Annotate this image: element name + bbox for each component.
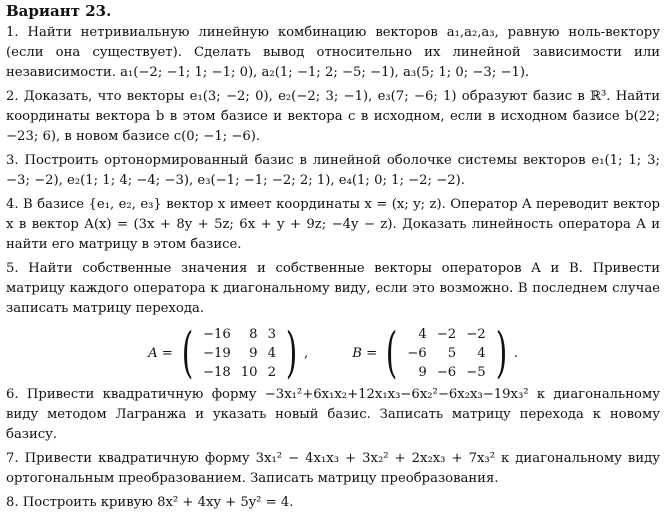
right-paren-icon: ): [285, 321, 298, 384]
matrix-cell: 8: [249, 326, 258, 342]
matrix-row: [198, 325, 281, 344]
problem-7: 7. Привести квадратичную форму 3x₁² − 4x₁x₃ + 3x₂² + 2x₂x₃ + 7x₃² к диагональному виду ортогональным преобразованием. Записать матрицу преобразования.: [6, 451, 660, 486]
problem-6: 6. Привести квадратичную форму −3x₁²+6x₁x₂+12x₁x₃−6x₂²−6x₂x₃−19x₃² к диагональному виду методом Лагранжа и указать новый базис. Записать матрицу перехода к новому базису.: [6, 387, 660, 442]
matrix-cell: 4: [267, 345, 276, 361]
matrix-row: [402, 344, 490, 363]
matrix-b-table: [402, 325, 490, 382]
matrix-cell: 10: [240, 364, 258, 380]
matrices-row: [6, 323, 660, 383]
matrix-cell: −6: [436, 364, 457, 380]
matrix-b-name: B =: [352, 345, 378, 361]
problem-3: 3. Построить ортонормированный базис в линейной оболочке системы векторов e₁(1; 1; 3; −3; −2), e₂(1; 1; 4; −4; −3), e₃(−1; −1; −2; 2; 1), e₄(1; 0; 1; −2; −2).: [6, 153, 660, 188]
matrix-cell: −18: [202, 364, 231, 380]
problem-2: 2. Доказать, что векторы e₁(3; −2; 0), e₂(−2; 3; −1), e₃(7; −6; 1) образуют базис в ℝ³. Найти координаты вектора b в этом базисе и вектора c в исходном, если в исходном базисе b(22; −23; 6), в новом базисе c(0; −1; −6).: [6, 89, 660, 144]
problem-1: 1. Найти нетривиальную линейную комбинацию векторов a₁,a₂,a₃, равную ноль-вектору (если она существует). Сделать вывод относительно их линейной зависимости или независимости. a₁(−2; −1; 1; −1; 0), a₂(1; −1; 2; −5; −1), a₃(5; 1; 0; −3; −1).: [6, 25, 660, 80]
matrix-b: [352, 321, 518, 384]
matrix-cell: −6: [407, 345, 427, 361]
matrix-row: [402, 363, 490, 382]
matrix-a-table: [198, 325, 281, 382]
matrix-cell: 5: [447, 345, 457, 361]
problem-8: 8. Построить кривую 8x² + 4xy + 5y² = 4.: [6, 495, 294, 510]
matrix-cell: −2: [466, 326, 486, 342]
matrix-a-name: A =: [148, 345, 173, 361]
matrix-a-punct: ,: [304, 345, 309, 361]
matrix-cell: 3: [267, 326, 276, 342]
matrix-cell: −19: [202, 345, 231, 361]
matrix-cell: 9: [418, 364, 427, 380]
matrix-cell: 4: [477, 345, 486, 361]
matrix-row: [198, 344, 281, 363]
matrix-a: [148, 321, 309, 384]
problem-4: 4. В базисе {e₁, e₂, e₃} вектор x имеет координаты x = (x; y; z). Оператор A переводит вектор x в вектор A(x) = (3x + 8y + 5z; 6x + y + 9z; −4y − z). Доказать линейность оператора A и найти его матрицу в этом базисе.: [6, 197, 660, 252]
left-paren-icon: (: [181, 321, 194, 384]
matrix-b-punct: .: [513, 345, 518, 361]
right-paren-icon: ): [495, 321, 507, 384]
matrix-cell: −2: [436, 326, 457, 342]
matrix-cell: 4: [418, 326, 427, 342]
matrix-cell: 9: [249, 345, 258, 361]
problem-5: 5. Найти собственные значения и собственные векторы операторов A и B. Привести матрицу каждого оператора к диагональному виду, если это возможно. В последнем случае записать матрицу перехода.: [6, 261, 660, 316]
variant-title: Вариант 23.: [6, 2, 112, 20]
matrix-row: [402, 325, 490, 344]
left-paren-icon: (: [385, 321, 398, 384]
matrix-cell: 2: [267, 364, 276, 380]
matrix-row: [198, 363, 281, 382]
matrix-cell: −5: [466, 364, 486, 380]
matrix-cell: −16: [202, 326, 231, 342]
